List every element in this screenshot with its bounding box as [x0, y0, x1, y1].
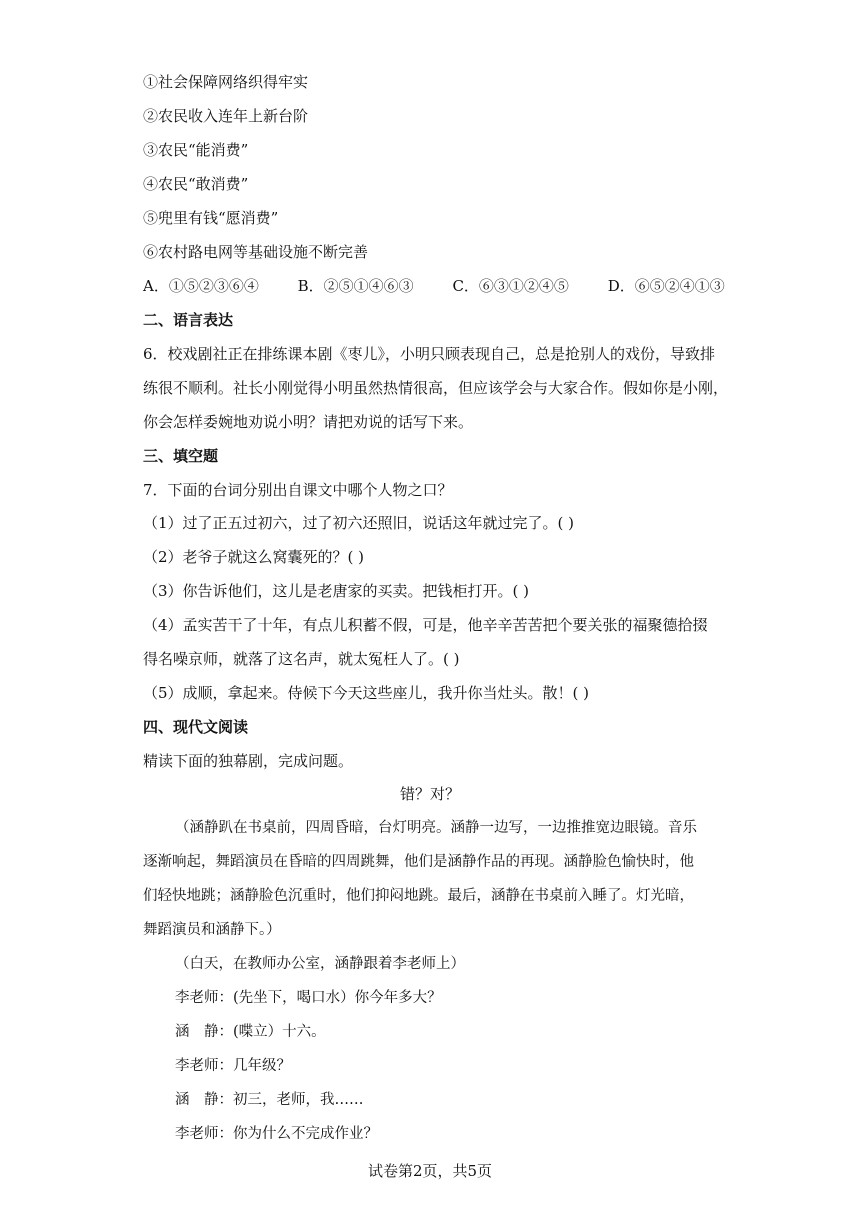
dialogue-line-3: 李老师：几年级？ — [175, 1058, 291, 1074]
dialogue-line-2: 涵 静：(喋立）十六。 — [175, 1024, 326, 1040]
stage-direction-1: （涵静趴在书桌前，四周昏暗，台灯明亮。涵静一边写，一边推推宽边眼镜。音乐 — [175, 820, 697, 836]
list-item-1: ①社会保障网络织得牢实 — [143, 73, 309, 91]
section-heading-fill-blank: 三、填空题 — [143, 447, 219, 465]
section-heading-reading: 四、现代文阅读 — [143, 718, 249, 736]
dialogue-line-1: 李老师：(先坐下，喝口水）你今年多大？ — [175, 990, 442, 1006]
option-b[interactable]: B．②⑤①④⑥③ — [297, 277, 414, 295]
list-item-6: ⑥农村路电网等基础设施不断完善 — [143, 243, 369, 261]
play-title: 错？对？ — [399, 785, 460, 803]
reading-instruction: 精读下面的独幕剧，完成问题。 — [143, 752, 354, 770]
list-item-2: ②农民收入连年上新台阶 — [143, 107, 309, 125]
question-7-item-4-cont: 得名噪京师，就落了这名声，就太冤枉人了。( ) — [143, 650, 460, 668]
list-item-5: ⑤兜里有钱“愿消费” — [143, 209, 279, 227]
question-7-item-5: （5）成顺，拿起来。侍候下今天这些座儿，我升你当灶头。散！( ) — [143, 684, 590, 702]
question-7-item-4: （4）孟实苦干了十年，有点儿积蓄不假，可是，他辛辛苦苦把个要关张的福聚德拾掇 — [143, 616, 708, 634]
answer-options — [143, 276, 725, 296]
list-item-3: ③农民“能消费” — [143, 141, 249, 159]
stage-direction-4: 舞蹈演员和涵静下。） — [143, 922, 281, 938]
question-7-item-1: （1）过了正五过初六，过了初六还照旧，说话这年就过完了。( ) — [143, 514, 575, 532]
question-7-item-2: （2）老爷子就这么窝囊死的？( ) — [143, 548, 365, 566]
question-6-line-1: 6．校戏剧社正在排练课本剧《枣儿》，小明只顾表现自己，总是抢别人的戏份，导致排 — [143, 345, 716, 363]
section-heading-language: 二、语言表达 — [143, 311, 234, 329]
question-7: 7．下面的台词分别出自课文中哪个人物之口？ — [143, 481, 453, 499]
list-item-4: ④农民“敢消费” — [143, 175, 249, 193]
question-6-line-2: 练很不顺利。社长小刚觉得小明虽然热情很高，但应该学会与大家合作。假如你是小刚， — [143, 379, 729, 397]
question-7-item-3: （3）你告诉他们，这儿是老唐家的买卖。把钱柜打开。( ) — [143, 582, 530, 600]
option-d[interactable]: D．⑥⑤②④①③ — [607, 277, 725, 295]
option-a[interactable]: A．①⑤②③⑥④ — [143, 277, 259, 295]
dialogue-line-4: 涵 静：初三，老师，我…… — [175, 1092, 364, 1108]
option-c[interactable]: C．⑥③①②④⑤ — [452, 277, 569, 295]
question-6-line-3: 你会怎样委婉地劝说小明？请把劝说的话写下来。 — [143, 413, 474, 431]
stage-direction-2: 逐渐响起，舞蹈演员在昏暗的四周跳舞，他们是涵静作品的再现。涵静脸色愉快时，他 — [143, 854, 694, 870]
stage-direction-3: 们轻快地跳；涵静脸色沉重时，他们抑闷地跳。最后，涵静在书桌前入睡了。灯光暗， — [143, 888, 694, 904]
page-footer: 试卷第2页，共5页 — [367, 1162, 493, 1180]
stage-direction-5: （白天，在教师办公室，涵静跟着李老师上） — [175, 956, 465, 972]
dialogue-line-5: 李老师：你为什么不完成作业？ — [175, 1126, 378, 1142]
